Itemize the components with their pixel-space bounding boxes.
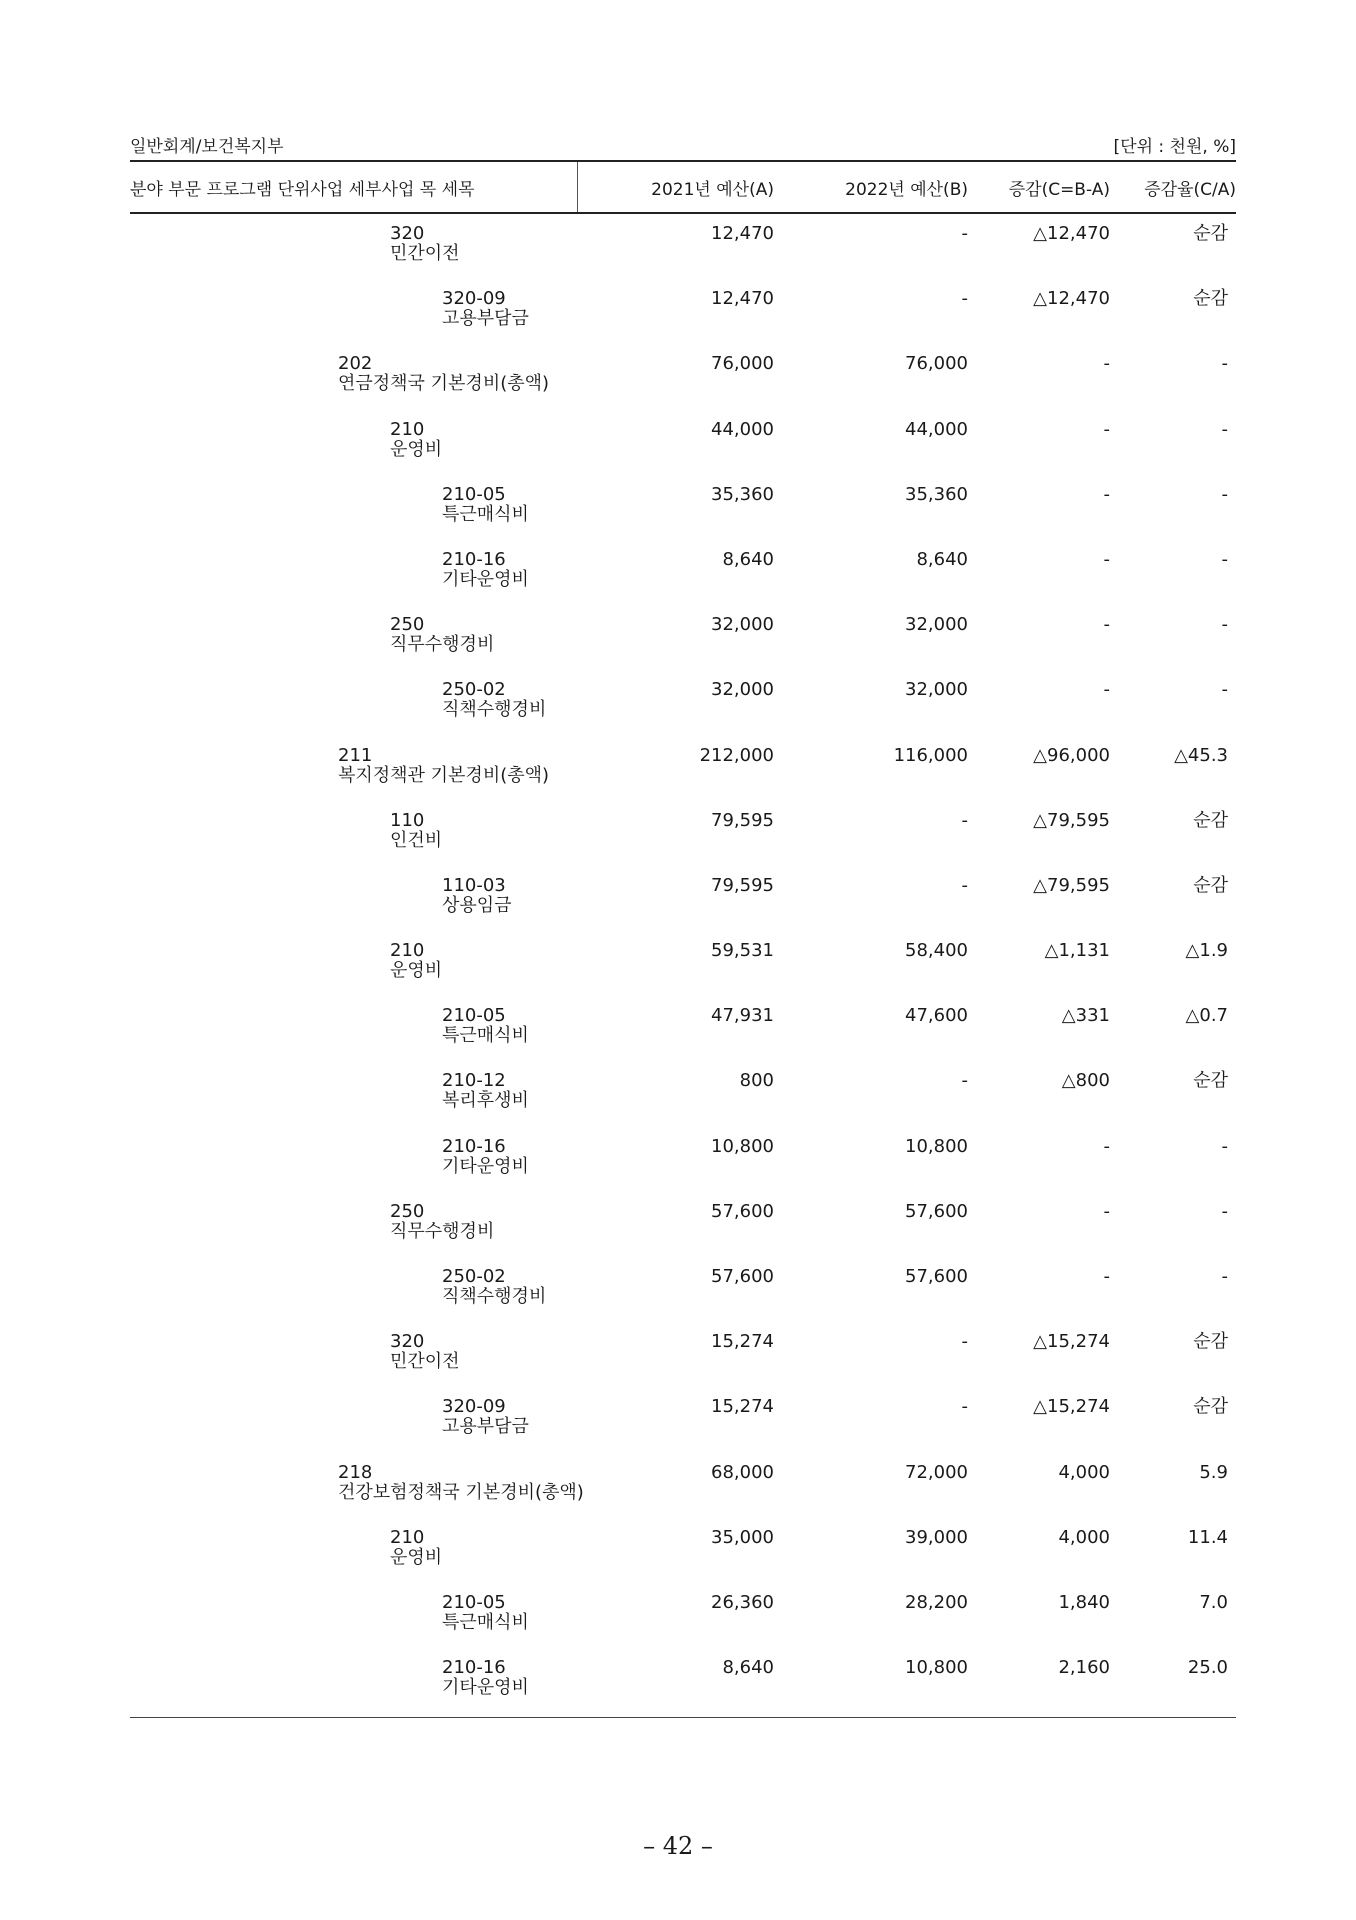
row-name: 건강보험정책국 기본경비(총액) bbox=[338, 1481, 584, 1503]
row-label bbox=[390, 941, 442, 981]
cell-2022-budget: 116,000 bbox=[893, 744, 968, 766]
cell-2021-budget: 32,000 bbox=[711, 614, 774, 636]
cell-difference: 2,160 bbox=[1058, 1657, 1110, 1679]
budget-table-body bbox=[130, 224, 1236, 1723]
table-row bbox=[130, 224, 1236, 289]
row-code: 218 bbox=[338, 1461, 373, 1483]
cell-change-rate: △0.7 bbox=[1185, 1005, 1228, 1027]
row-code: 250-02 bbox=[442, 1266, 506, 1287]
row-code: 320-09 bbox=[442, 288, 506, 310]
row-name: 복지정책관 기본경비(총액) bbox=[338, 764, 550, 786]
row-name: 복리후생비 bbox=[442, 1090, 529, 1112]
cell-change-rate: 순감 bbox=[1193, 1396, 1228, 1418]
cell-2022-budget: 10,800 bbox=[905, 1657, 968, 1679]
cell-2021-budget: 32,000 bbox=[711, 679, 774, 701]
table-row bbox=[130, 1137, 1236, 1202]
row-label bbox=[442, 1267, 546, 1307]
row-name: 특근매식비 bbox=[442, 1025, 529, 1047]
cell-difference: △331 bbox=[1061, 1005, 1110, 1027]
row-code: 210-12 bbox=[442, 1070, 506, 1092]
cell-2022-budget: 28,200 bbox=[905, 1591, 968, 1613]
row-label bbox=[442, 876, 512, 916]
cell-2021-budget: 35,000 bbox=[711, 1526, 774, 1548]
row-label bbox=[390, 1202, 494, 1242]
cell-2022-budget: 35,360 bbox=[905, 483, 968, 505]
cell-2022-budget: 39,000 bbox=[905, 1526, 968, 1548]
cell-2021-budget: 12,470 bbox=[711, 223, 774, 244]
cell-2022-budget: 57,600 bbox=[905, 1200, 968, 1222]
cell-2021-budget: 10,800 bbox=[711, 1135, 774, 1157]
row-code: 320-09 bbox=[442, 1396, 506, 1418]
row-code: 210-05 bbox=[442, 483, 506, 505]
row-name: 직무수행경비 bbox=[390, 1220, 495, 1242]
cell-2022-budget: 10,800 bbox=[905, 1135, 968, 1157]
table-row bbox=[130, 876, 1236, 941]
cell-difference: - bbox=[1103, 1200, 1110, 1222]
cell-2021-budget: 8,640 bbox=[722, 548, 774, 570]
cell-2021-budget: 79,595 bbox=[711, 809, 774, 831]
cell-2022-budget: 76,000 bbox=[905, 353, 968, 375]
cell-2021-budget: 15,274 bbox=[711, 1331, 774, 1353]
row-name: 기타운영비 bbox=[442, 1677, 529, 1699]
cell-2022-budget: - bbox=[961, 1396, 968, 1418]
header-2022-budget: 2022년 예산(B) bbox=[845, 180, 968, 200]
cell-difference: - bbox=[1103, 614, 1110, 636]
row-label bbox=[442, 485, 529, 525]
cell-difference: △15,274 bbox=[1033, 1396, 1110, 1418]
row-label bbox=[442, 1071, 529, 1111]
cell-change-rate: - bbox=[1221, 1200, 1228, 1222]
cell-2022-budget: 58,400 bbox=[905, 940, 968, 962]
page-number: – 42 – bbox=[643, 1832, 713, 1860]
table-row bbox=[130, 550, 1236, 615]
cell-difference: - bbox=[1103, 353, 1110, 375]
cell-change-rate: △1.9 bbox=[1185, 940, 1228, 962]
cell-difference: △15,274 bbox=[1033, 1331, 1110, 1353]
cell-change-rate: 25.0 bbox=[1187, 1657, 1228, 1679]
row-name: 운영비 bbox=[390, 1546, 443, 1568]
cell-difference: △79,595 bbox=[1033, 874, 1110, 896]
cell-2022-budget: - bbox=[961, 809, 968, 831]
cell-difference: - bbox=[1103, 1135, 1110, 1157]
row-label bbox=[338, 354, 549, 394]
cell-2022-budget: 32,000 bbox=[905, 614, 968, 636]
row-label bbox=[442, 680, 546, 720]
cell-change-rate: 순감 bbox=[1193, 288, 1228, 310]
cell-change-rate: - bbox=[1221, 1266, 1228, 1287]
table-row bbox=[130, 289, 1236, 354]
cell-2022-budget: 32,000 bbox=[905, 679, 968, 701]
row-code: 211 bbox=[338, 744, 373, 766]
row-name: 인건비 bbox=[390, 829, 443, 851]
row-label bbox=[390, 615, 494, 655]
cell-2021-budget: 57,600 bbox=[711, 1266, 774, 1287]
row-name: 연금정책국 기본경비(총액) bbox=[338, 373, 550, 395]
row-label bbox=[442, 1658, 529, 1698]
header-divider bbox=[577, 162, 578, 212]
table-row bbox=[130, 746, 1236, 811]
cell-difference: 4,000 bbox=[1058, 1526, 1110, 1548]
cell-2022-budget: - bbox=[961, 1070, 968, 1092]
page-header bbox=[130, 132, 1236, 156]
cell-change-rate: 순감 bbox=[1193, 1070, 1228, 1092]
table-bottom-rule bbox=[130, 1717, 1236, 1718]
row-code: 210 bbox=[390, 418, 425, 440]
row-name: 고용부담금 bbox=[442, 1416, 529, 1438]
row-code: 110-03 bbox=[442, 874, 506, 896]
row-code: 210-05 bbox=[442, 1591, 506, 1613]
row-name: 민간이전 bbox=[390, 1351, 460, 1373]
table-row bbox=[130, 941, 1236, 1006]
cell-change-rate: 순감 bbox=[1193, 1331, 1228, 1353]
row-name: 직책수행경비 bbox=[442, 1286, 547, 1307]
cell-change-rate: - bbox=[1221, 483, 1228, 505]
table-row bbox=[130, 1463, 1236, 1528]
header-change-rate: 증감율(C/A) bbox=[1144, 180, 1236, 200]
row-code: 250 bbox=[390, 614, 425, 636]
cell-change-rate: △45.3 bbox=[1174, 744, 1228, 766]
header-bottom-rule bbox=[130, 212, 1236, 214]
row-label bbox=[442, 1006, 529, 1046]
cell-difference: - bbox=[1103, 483, 1110, 505]
table-row bbox=[130, 1006, 1236, 1071]
cell-change-rate: - bbox=[1221, 353, 1228, 375]
cell-difference: △12,470 bbox=[1033, 223, 1110, 244]
row-name: 직무수행경비 bbox=[390, 634, 495, 656]
cell-difference: 1,840 bbox=[1058, 1591, 1110, 1613]
cell-difference: △12,470 bbox=[1033, 288, 1110, 310]
cell-2021-budget: 12,470 bbox=[711, 288, 774, 310]
cell-2021-budget: 79,595 bbox=[711, 874, 774, 896]
table-row bbox=[130, 420, 1236, 485]
row-code: 320 bbox=[390, 1331, 425, 1353]
table-row bbox=[130, 1528, 1236, 1593]
row-code: 210-16 bbox=[442, 1657, 506, 1679]
row-code: 210-16 bbox=[442, 548, 506, 570]
cell-2021-budget: 15,274 bbox=[711, 1396, 774, 1418]
row-label bbox=[390, 420, 442, 460]
table-row bbox=[130, 811, 1236, 876]
header-2021-budget: 2021년 예산(A) bbox=[651, 180, 774, 200]
row-code: 202 bbox=[338, 353, 373, 375]
row-label bbox=[390, 1332, 460, 1372]
row-code: 210 bbox=[390, 1526, 425, 1548]
row-name: 운영비 bbox=[390, 438, 443, 460]
row-code: 210-16 bbox=[442, 1135, 506, 1157]
cell-2022-budget: 57,600 bbox=[905, 1266, 968, 1287]
cell-change-rate: 순감 bbox=[1193, 809, 1228, 831]
row-name: 직책수행경비 bbox=[442, 699, 547, 721]
cell-2021-budget: 26,360 bbox=[711, 1591, 774, 1613]
cell-change-rate: 순감 bbox=[1193, 874, 1228, 896]
cell-2021-budget: 47,931 bbox=[711, 1005, 774, 1027]
row-label bbox=[442, 289, 529, 329]
cell-change-rate: - bbox=[1221, 614, 1228, 636]
cell-2021-budget: 57,600 bbox=[711, 1200, 774, 1222]
table-row bbox=[130, 1267, 1236, 1332]
cell-change-rate: 7.0 bbox=[1199, 1591, 1228, 1613]
cell-change-rate: 5.9 bbox=[1199, 1461, 1228, 1483]
row-label bbox=[442, 1593, 529, 1633]
cell-2022-budget: 8,640 bbox=[916, 548, 968, 570]
row-name: 기타운영비 bbox=[442, 568, 529, 590]
row-name: 기타운영비 bbox=[442, 1155, 529, 1177]
row-name: 특근매식비 bbox=[442, 503, 529, 525]
row-code: 210 bbox=[390, 940, 425, 962]
cell-2022-budget: - bbox=[961, 288, 968, 310]
row-label bbox=[390, 811, 442, 851]
section-title: 일반회계/보건복지부 bbox=[130, 137, 284, 157]
cell-difference: △1,131 bbox=[1044, 940, 1110, 962]
table-row bbox=[130, 354, 1236, 419]
row-name: 민간이전 bbox=[390, 243, 460, 264]
cell-2021-budget: 59,531 bbox=[711, 940, 774, 962]
cell-change-rate: - bbox=[1221, 679, 1228, 701]
cell-2021-budget: 800 bbox=[739, 1070, 774, 1092]
row-name: 특근매식비 bbox=[442, 1611, 529, 1633]
cell-change-rate: - bbox=[1221, 1135, 1228, 1157]
cell-2022-budget: 72,000 bbox=[905, 1461, 968, 1483]
table-row bbox=[130, 1071, 1236, 1136]
row-label bbox=[390, 1528, 442, 1568]
cell-difference: △96,000 bbox=[1033, 744, 1110, 766]
cell-2021-budget: 35,360 bbox=[711, 483, 774, 505]
table-row bbox=[130, 1593, 1236, 1658]
cell-2022-budget: - bbox=[961, 223, 968, 244]
cell-2022-budget: - bbox=[961, 874, 968, 896]
cell-difference: - bbox=[1103, 679, 1110, 701]
row-label bbox=[442, 1397, 529, 1437]
table-header bbox=[130, 162, 1236, 212]
row-name: 상용임금 bbox=[442, 894, 512, 916]
cell-difference: - bbox=[1103, 548, 1110, 570]
row-label bbox=[338, 1463, 584, 1503]
cell-2021-budget: 76,000 bbox=[711, 353, 774, 375]
row-label bbox=[442, 550, 529, 590]
row-code: 110 bbox=[390, 809, 425, 831]
row-name: 운영비 bbox=[390, 960, 443, 982]
row-name: 고용부담금 bbox=[442, 308, 529, 330]
row-code: 250 bbox=[390, 1200, 425, 1222]
cell-difference: △79,595 bbox=[1033, 809, 1110, 831]
row-label bbox=[338, 746, 549, 786]
unit-label: [단위 : 천원, %] bbox=[1113, 137, 1236, 157]
cell-2022-budget: - bbox=[961, 1331, 968, 1353]
cell-2021-budget: 68,000 bbox=[711, 1461, 774, 1483]
cell-2022-budget: 44,000 bbox=[905, 418, 968, 440]
cell-difference: 4,000 bbox=[1058, 1461, 1110, 1483]
table-row bbox=[130, 1202, 1236, 1267]
cell-2021-budget: 44,000 bbox=[711, 418, 774, 440]
cell-change-rate: - bbox=[1221, 548, 1228, 570]
table-row bbox=[130, 615, 1236, 680]
row-code: 320 bbox=[390, 223, 425, 244]
cell-difference: △800 bbox=[1061, 1070, 1110, 1092]
cell-change-rate: 순감 bbox=[1193, 223, 1228, 244]
table-row bbox=[130, 1332, 1236, 1397]
cell-2021-budget: 212,000 bbox=[699, 744, 774, 766]
row-code: 210-05 bbox=[442, 1005, 506, 1027]
table-row bbox=[130, 680, 1236, 745]
row-code: 250-02 bbox=[442, 679, 506, 701]
cell-change-rate: - bbox=[1221, 418, 1228, 440]
cell-difference: - bbox=[1103, 418, 1110, 440]
row-label bbox=[390, 224, 460, 264]
header-hierarchy: 분야 부문 프로그램 단위사업 세부사업 목 세목 bbox=[130, 180, 475, 200]
header-difference: 증감(C=B-A) bbox=[1008, 180, 1110, 200]
cell-change-rate: 11.4 bbox=[1187, 1526, 1228, 1548]
cell-2022-budget: 47,600 bbox=[905, 1005, 968, 1027]
row-label bbox=[442, 1137, 529, 1177]
table-row bbox=[130, 1397, 1236, 1462]
table-row bbox=[130, 1658, 1236, 1723]
cell-difference: - bbox=[1103, 1266, 1110, 1287]
cell-2021-budget: 8,640 bbox=[722, 1657, 774, 1679]
table-row bbox=[130, 485, 1236, 550]
